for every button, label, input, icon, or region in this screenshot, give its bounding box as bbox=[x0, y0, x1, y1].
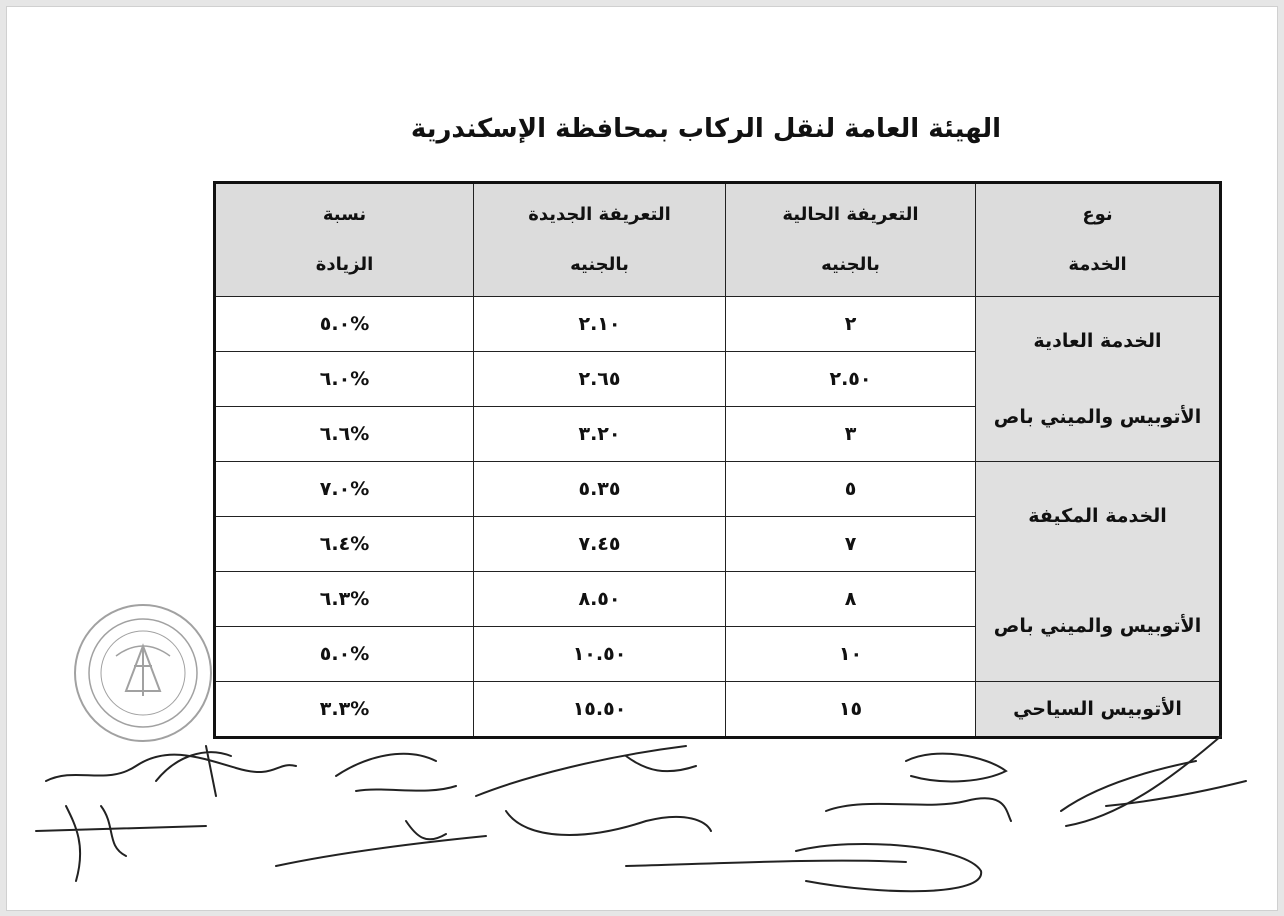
table-row bbox=[215, 681, 1221, 737]
current-fare-cell: ٥ bbox=[726, 462, 976, 517]
new-fare-cell: ٢.٦٥ bbox=[474, 352, 726, 407]
increase-cell: %٣.٣ bbox=[215, 681, 474, 737]
new-fare-cell: ٧.٤٥ bbox=[474, 516, 726, 571]
document-title: الهيئة العامة لنقل الركاب بمحافظة الإسكندرية bbox=[410, 114, 1002, 144]
new-fare-cell: ٢.١٠ bbox=[474, 297, 726, 352]
increase-cell: %٦.٣ bbox=[215, 571, 474, 626]
header-current-fare: التعريفة الحالية بالجنيه bbox=[726, 183, 976, 297]
fares-table bbox=[213, 181, 1222, 739]
current-fare-cell: ١٥ bbox=[726, 681, 976, 737]
current-fare-cell: ٣ bbox=[726, 407, 976, 462]
increase-cell: %٦.٠ bbox=[215, 352, 474, 407]
service-air-conditioned: الخدمة المكيفة الأتوبيس والميني باص bbox=[976, 462, 1221, 682]
current-fare-cell: ٢ bbox=[726, 297, 976, 352]
table-row bbox=[215, 297, 1221, 352]
new-fare-cell: ١٥.٥٠ bbox=[474, 681, 726, 737]
header-increase-rate: نسبة الزيادة bbox=[215, 183, 474, 297]
header-new-fare: التعريفة الجديدة بالجنيه bbox=[474, 183, 726, 297]
new-fare-cell: ٨.٥٠ bbox=[474, 571, 726, 626]
document-page bbox=[6, 6, 1278, 911]
current-fare-cell: ٢.٥٠ bbox=[726, 352, 976, 407]
new-fare-cell: ٥.٣٥ bbox=[474, 462, 726, 517]
table-row bbox=[215, 462, 1221, 517]
new-fare-cell: ٣.٢٠ bbox=[474, 407, 726, 462]
increase-cell: %٧.٠ bbox=[215, 462, 474, 517]
increase-cell: %٦.٦ bbox=[215, 407, 474, 462]
service-regular: الخدمة العادية الأتوبيس والميني باص bbox=[976, 297, 1221, 462]
current-fare-cell: ٨ bbox=[726, 571, 976, 626]
current-fare-cell: ١٠ bbox=[726, 626, 976, 681]
increase-cell: %٥.٠ bbox=[215, 297, 474, 352]
official-seal-icon bbox=[75, 605, 211, 741]
handwritten-signatures-icon bbox=[36, 736, 1246, 891]
increase-cell: %٦.٤ bbox=[215, 516, 474, 571]
increase-cell: %٥.٠ bbox=[215, 626, 474, 681]
table-header-row bbox=[215, 183, 1221, 297]
service-tourist-bus: الأتوبيس السياحي bbox=[976, 681, 1221, 737]
new-fare-cell: ١٠.٥٠ bbox=[474, 626, 726, 681]
header-service-type: نوع الخدمة bbox=[976, 183, 1221, 297]
current-fare-cell: ٧ bbox=[726, 516, 976, 571]
